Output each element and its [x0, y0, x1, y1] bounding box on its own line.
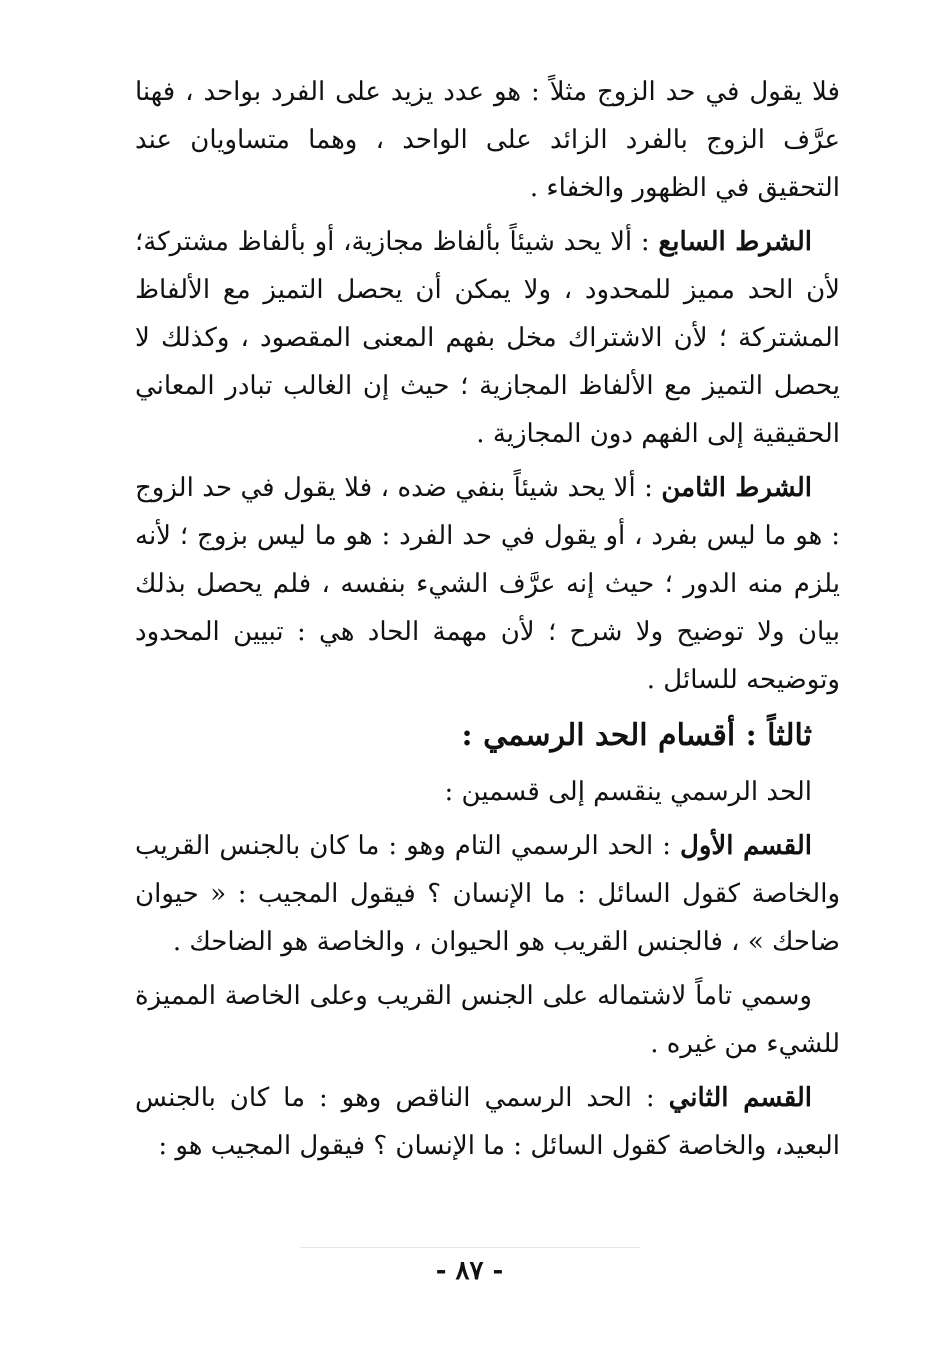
paragraph-eighth-condition	[135, 464, 840, 704]
first-section-label: القسم الأول	[679, 831, 812, 861]
first-section-text: : الحد الرسمي التام وهو : ما كان بالجنس القريب والخاصة كقول السائل : ما الإنسان ؟ فيقول المجيب : « حيوان ضاحك » ، فالجنس القريب هو الحيوان ، والخاصة هو الضاحك .	[135, 831, 840, 957]
paragraph-second-section	[135, 1074, 840, 1170]
paragraph-intro: الحد الرسمي ينقسم إلى قسمين :	[444, 777, 812, 807]
page-number: - ٨٧ -	[435, 1256, 504, 1286]
footer-divider	[300, 1247, 640, 1248]
section-heading: ثالثاً : أقسام الحد الرسمي :	[461, 718, 812, 753]
second-section-text: : الحد الرسمي الناقص وهو : ما كان بالجنس البعيد، والخاصة كقول السائل : ما الإنسان ؟ فيقول المجيب هو :	[135, 1083, 840, 1161]
second-section-label: القسم الثاني	[668, 1083, 812, 1113]
eighth-condition-label: الشرط الثامن	[661, 473, 813, 503]
paragraph-first-section	[135, 822, 840, 966]
paragraph-1: فلا يقول في حد الزوج مثلاً : هو عدد يزيد على الفرد بواحد ، فهنا عرَّف الزوج بالفرد الزائد على الواحد ، وهما متساويان عند التحقيق في الظهور والخفاء .	[135, 77, 840, 203]
eighth-condition-text: : ألا يحد شيئاً بنفي ضده ، فلا يقول في حد الزوج : هو ما ليس بفرد ، أو يقول في حد الفرد : هو ما ليس بزوج ؛ لأنه يلزم منه الدور ؛ حيث إنه عرَّف الشيء بنفسه ، فلم يحصل بذلك بيان ولا توضيح ولا شرح ؛ لأن مهمة الحاد هي : تبيين المحدود وتوضيحه للسائل .	[135, 473, 840, 695]
seventh-condition-label: الشرط السابع	[658, 227, 812, 257]
paragraph-seventh-condition	[135, 218, 840, 458]
paragraph-naming: وسمي تاماً لاشتماله على الجنس القريب وعلى الخاصة المميزة للشيء من غيره .	[135, 981, 840, 1059]
document-body	[135, 68, 840, 1176]
seventh-condition-text: : ألا يحد شيئاً بألفاظ مجازية، أو بألفاظ مشتركة؛ لأن الحد مميز للمحدود ، ولا يمكن أن يحصل التميز مع الألفاظ المشتركة ؛ لأن الاشتراك مخل بفهم المعنى المقصود ، وكذلك لا يحصل التميز مع الألفاظ المجازية ؛ حيث إن الغالب تبادر المعاني الحقيقية إلى الفهم دون المجازية .	[135, 227, 840, 449]
